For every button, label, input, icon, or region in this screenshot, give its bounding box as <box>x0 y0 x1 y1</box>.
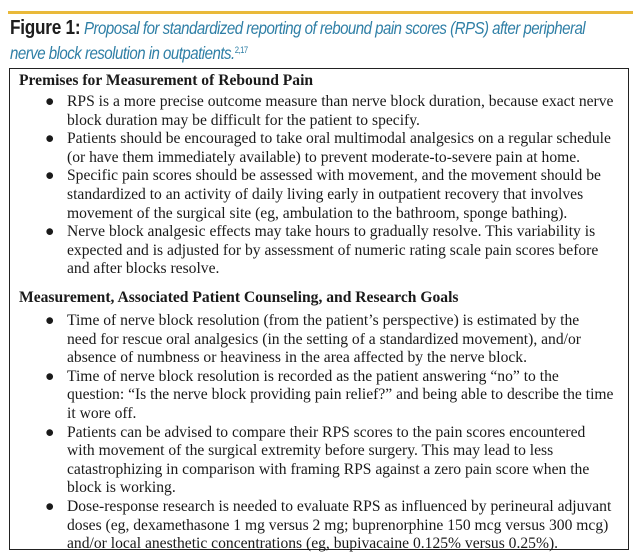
item-text-line: Time of nerve block resolution is recorded as the patient answering “no” to the <box>67 367 559 385</box>
top-rule <box>8 11 633 14</box>
list-item <box>10 312 613 368</box>
item-text-line: catastrophizing in comparison with framing RPS against a zero pain score when the <box>67 460 590 478</box>
section-heading-premises: Premises for Measurement of Rebound Pain <box>19 72 314 89</box>
item-text-line: standardized to an activity of daily living early in outpatient recovery that involves <box>67 185 584 203</box>
bullet-icon: ● <box>45 167 55 185</box>
figure-caption <box>10 17 629 64</box>
item-text-line: block duration may be difficult for the patient to specify. <box>67 111 420 129</box>
list-item <box>10 167 613 223</box>
list-item <box>10 424 613 498</box>
item-text-line: with movement of the surgical extremity before surgery. This may lead to less <box>67 442 554 460</box>
list-item <box>10 93 613 130</box>
bullet-icon: ● <box>45 423 55 441</box>
bullet-icon: ● <box>45 367 55 385</box>
item-text-line: expected and is adjusted for by assessment of numeric rating scale pain scores before <box>67 241 599 259</box>
bullet-icon: ● <box>45 93 55 110</box>
item-text-line: block is working. <box>67 479 176 497</box>
item-text-line: movement of the surgical site (eg, ambulation to the bathroom, sponge bathing). <box>67 204 568 222</box>
item-text-line: Patients can be advised to compare their RPS scores to the pain scores encountered <box>67 423 586 441</box>
list-item <box>10 498 613 554</box>
bullet-icon: ● <box>45 130 55 148</box>
bullet-icon: ● <box>45 223 55 241</box>
item-text-line: and/or local anesthetic concentrations (eg, bupivacaine 0.125% versus 0.25%). <box>67 535 559 553</box>
caption-text-line2: nerve block resolution in outpatients. <box>10 43 235 63</box>
bullet-icon: ● <box>45 312 55 329</box>
item-text-line: Dose-response research is needed to evaluate RPS as influenced by perineural adjuvant <box>67 497 612 515</box>
item-text-line: absence of numbness or heaviness in the area affected by the nerve block. <box>67 349 527 367</box>
item-text-line: Specific pain scores should be assessed with movement, and the movement should be <box>67 167 601 185</box>
item-text-line: Nerve block analgesic effects may take hours to gradually resolve. This variability is <box>67 223 596 241</box>
figure-label: Figure 1: <box>10 17 81 39</box>
item-text-line: and after blocks resolve. <box>67 260 220 278</box>
item-text-line: question: “Is the nerve block providing pain relief?” and being able to describe the time <box>67 386 614 404</box>
measurement-list <box>10 312 613 554</box>
caption-text: Proposal for standardized reporting of rebound pain scores (RPS) after peripheral <box>83 18 586 38</box>
item-text-line: (or have them immediately available) to prevent moderate-to-severe pain at home. <box>67 148 581 166</box>
item-text-line: RPS is a more precise outcome measure than nerve block duration, because exact nerve <box>67 93 614 110</box>
list-item <box>10 368 613 424</box>
figure-box <box>9 68 629 553</box>
list-item <box>10 223 613 279</box>
item-text-line: need for rescue oral analgesics (in the setting of a standardized movement), and/or <box>67 330 581 348</box>
bullet-icon: ● <box>45 497 55 515</box>
item-text-line: Time of nerve block resolution (from the patient’s perspective) is estimated by the <box>67 312 580 329</box>
item-text-line: Patients should be encouraged to take oral multimodal analgesics on a regular schedule <box>67 130 611 148</box>
caption-references: 2,17 <box>234 45 248 55</box>
section-heading-measurement: Measurement, Associated Patient Counseling, and Research Goals <box>19 289 459 306</box>
item-text-line: doses (eg, dexamethasone 1 mg versus 2 mg; buprenorphine 150 mcg versus 300 mcg) <box>67 516 609 534</box>
premises-list <box>10 93 613 279</box>
item-text-line: it wore off. <box>67 404 137 422</box>
list-item <box>10 130 613 167</box>
